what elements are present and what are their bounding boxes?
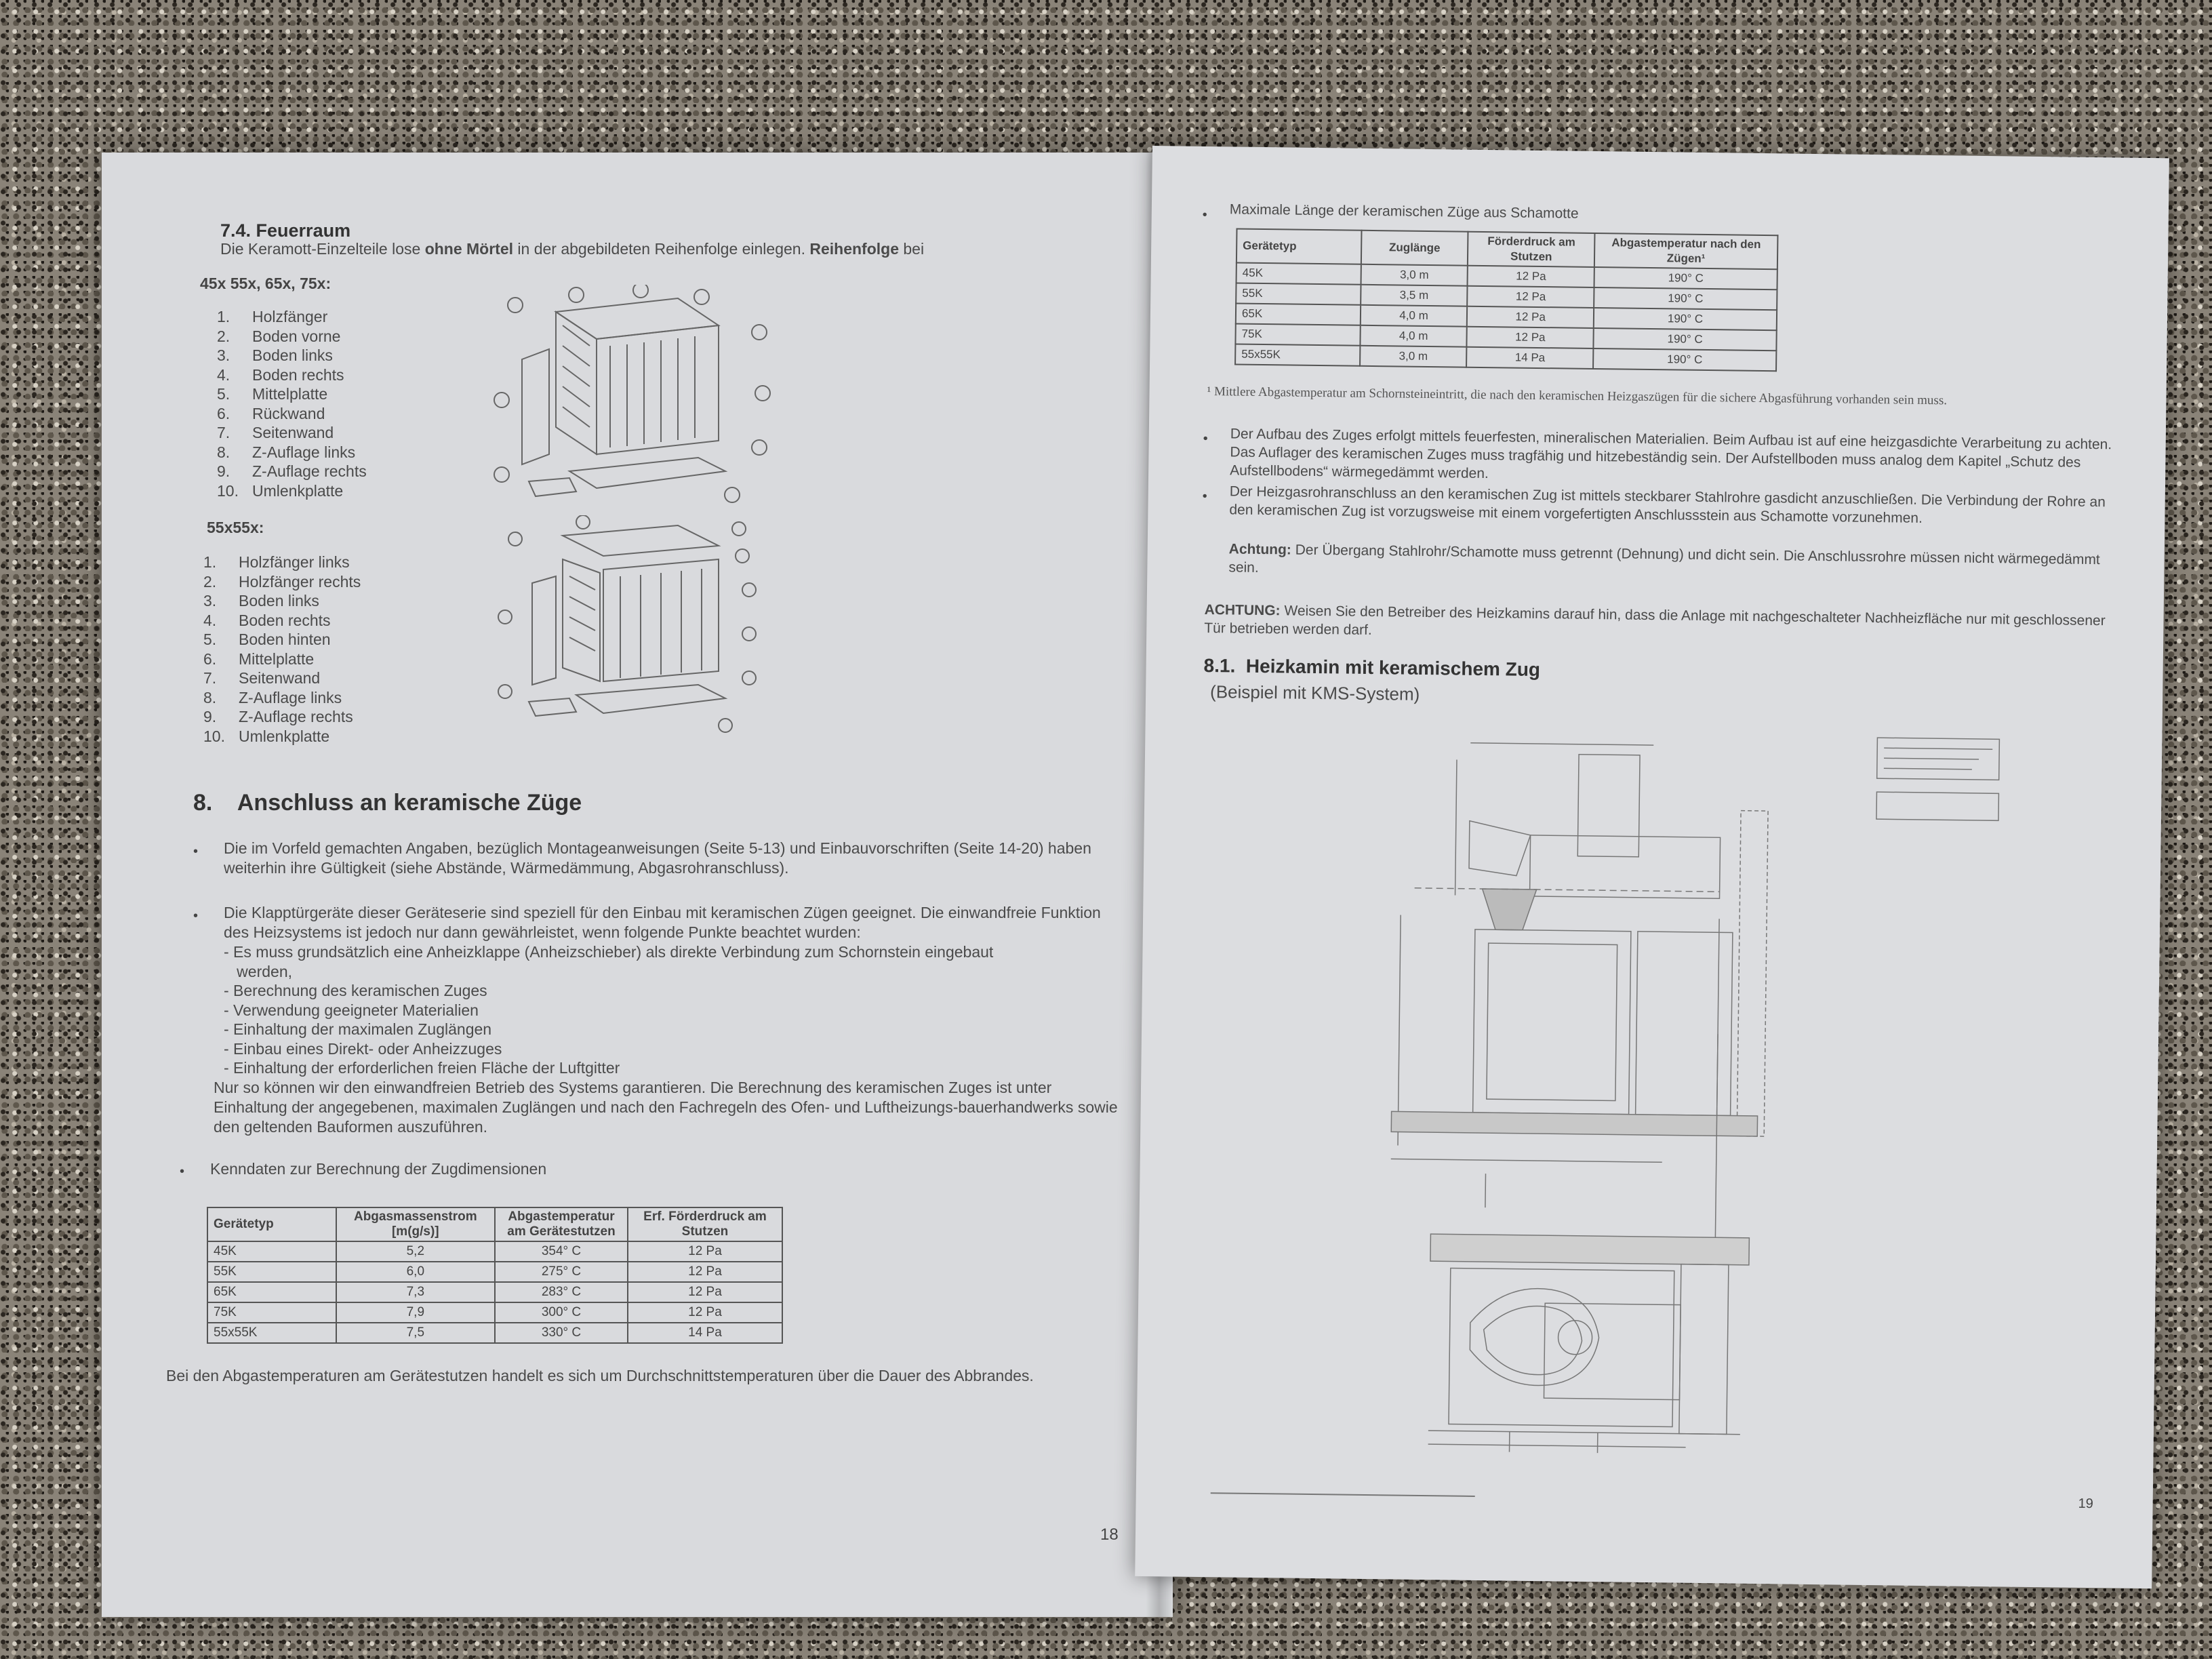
table-header-cell: Abgastemperatur am Gerätestutzen	[495, 1207, 628, 1241]
bullet-marker: •	[1202, 488, 1207, 504]
operator-warning	[1204, 601, 2127, 649]
group2-parts-list	[203, 553, 361, 746]
bullet-marker: •	[193, 908, 199, 923]
list-item: 8. Z-Auflage links	[203, 688, 342, 706]
list-item: 8. Z-Auflage links	[217, 443, 356, 461]
table-header-row	[207, 1207, 782, 1241]
list-item: 5. Boden hinten	[203, 631, 331, 648]
construction-bullet: Der Aufbau des Zuges erfolgt mittels feuerfesten, mineralischen Materialien. Beim Aufbau ist auf eine heizgasdichte Verarbeitung zu achten. Das Auflager des keramischen Zuges muss tragfähig und hitzebeständig sein. Der Aufstellboden muss analog dem Kapitel „Schutz des Aufstellbodens“ wärmegedämmt werden.	[1230, 426, 2112, 482]
section-8-bullet-2: Die Klapptürgeräte dieser Geräteserie sind speziell für den Einbau mit keramischen Zügen geeignet. Die einwandfreie Funktion des Heizsystems ist jedoch nur dann gewährleistet, wenn folgende Punkte beachtet wurden:	[224, 904, 1101, 941]
list-item: 2. Boden vorne	[217, 327, 341, 345]
table-row: 55x55K 3,0 m 14 Pa 190° C	[1235, 344, 1776, 372]
table-row: 75K 7,9 300° C 12 Pa	[207, 1302, 782, 1323]
section-8-1-title: 8.1. Heizkamin mit keramischem Zug	[1203, 654, 1541, 681]
max-length-table	[1234, 228, 1778, 372]
group2-title: 55x55x:	[207, 519, 264, 536]
list-item: 3. Boden links	[217, 346, 333, 364]
page-number-left: 18	[1100, 1525, 1119, 1544]
table-row: 55x55K 7,5 330° C 14 Pa	[207, 1323, 782, 1343]
group1-title: 45x 55x, 65x, 75x:	[200, 275, 331, 292]
table-footnote: ¹ Mittlere Abgastemperatur am Schornsteineintritt, die nach den keramischen Heizgaszügen für die sichere Abgasführung vorhanden sein muss.	[1207, 384, 1948, 408]
fireplace-technical-drawing	[1306, 724, 2080, 1479]
group1-parts-list	[217, 307, 367, 500]
table-row: 65K 4,0 m 12 Pa 190° C	[1236, 304, 1777, 331]
section-8-closing-paragraph: Nur so können wir den einwandfreien Betrieb des Systems garantieren. Die Berechnung des keramischen Zuges ist unter Einhaltung der angegebenen, maximalen Zuglängen und nach den Fachregeln des Ofen- und Luftheizungs-bauerhandwerks sowie den geltenden Bauformen auszuführen.	[214, 1079, 1118, 1136]
table-row: 55K 3,5 m 12 Pa 190° C	[1236, 283, 1777, 311]
section-8-bullet-1: Die im Vorfeld gemachten Angaben, bezüglich Montageanweisungen (Seite 5-13) und Einbauvorschriften (Seite 14-20) haben weiterhin ihre Gültigkeit (siehe Abstände, Wärmedämmung, Abgasrohranschluss).	[224, 839, 1091, 877]
list-item: - Es muss grundsätzlich eine Anheizklappe (Anheizschieber) als direkte Verbindung zum Schornstein eingebaut	[224, 943, 994, 961]
flue-gas-footnote: Bei den Abgastemperaturen am Gerätestutzen handelt es sich um Durchschnittstemperaturen über die Dauer des Abbrandes.	[166, 1367, 1034, 1384]
list-item: - Verwendung geeigneter Materialien	[224, 1001, 479, 1019]
list-item: 10. Umlenkplatte	[217, 481, 344, 500]
list-item: 9. Z-Auflage rechts	[217, 462, 367, 480]
right-page	[1135, 146, 2169, 1588]
page-number-right: 19	[2078, 1496, 2094, 1512]
left-page	[102, 153, 1173, 1617]
section-8-1-subtitle: (Beispiel mit KMS-System)	[1209, 681, 1420, 704]
intro-text-e: bei	[899, 240, 925, 258]
intro-text-bold-d: Reihenfolge	[809, 240, 899, 258]
flue-gas-data-table	[207, 1207, 783, 1344]
table-row: 65K 7,3 283° C 12 Pa	[207, 1282, 782, 1302]
list-item: - Einhaltung der erforderlichen freien Fläche der Luftgitter	[224, 1059, 620, 1077]
section-8-bullet-3: Kenndaten zur Berechnung der Zugdimensionen	[210, 1160, 547, 1178]
list-item: werden,	[224, 962, 292, 980]
achtung-note	[1228, 540, 2124, 587]
warning-text: Weisen Sie den Betreiber des Heizkamins darauf hin, dass die Anlage mit nachgeschalteter Nachheizfläche nur mit geschlossener Tür betrieben werden darf.	[1204, 603, 2106, 639]
list-item: 3. Boden links	[203, 592, 319, 609]
bullet-marker: •	[180, 1164, 185, 1179]
footer-rule	[1211, 1492, 1475, 1497]
list-item: - Einbau eines Direkt- oder Anheizzuges	[224, 1039, 502, 1058]
max-length-bullet: Maximale Länge der keramischen Züge aus Schamotte	[1229, 201, 1579, 222]
section-7-4-title: 7.4. Feuerraum	[220, 220, 351, 241]
table-header-cell: Zuglänge	[1361, 231, 1468, 266]
intro-text-bold-b: ohne Mörtel	[424, 240, 514, 258]
list-item: 7. Seitenwand	[203, 669, 321, 687]
list-item: 4. Boden rechts	[217, 365, 344, 384]
table-header-cell: Förderdruck am Stutzen	[1468, 232, 1594, 267]
connection-bullet: Der Heizgasrohranschluss an den keramischen Zug ist mittels steckbarer Stahlrohre gasdicht anzuschließen. Die Verbindung der Rohre an den keramischen Zug ist vorzugsweise mit einem vorgefertigten Anschlussstein aus Schamotte vorzunehmen.	[1229, 483, 2106, 526]
achtung-text: Der Übergang Stahlrohr/Schamotte muss getrennt (Dehnung) und dicht sein. Die Anschlussrohre müssen nicht wärmegedämmt sein.	[1228, 542, 2100, 576]
list-item: 6. Rückwand	[217, 404, 325, 422]
firebox-exploded-drawing-2	[481, 515, 793, 739]
list-item: 9. Z-Auflage rechts	[203, 708, 353, 725]
intro-text-a: Die Keramott-Einzelteile lose	[220, 240, 425, 258]
bullet-marker: •	[1203, 431, 1208, 447]
firebox-exploded-drawing-1	[475, 285, 800, 508]
table-row: 45K 5,2 354° C 12 Pa	[207, 1241, 782, 1262]
list-item: 1. Holzfänger links	[203, 553, 350, 571]
list-item: 4. Boden rechts	[203, 611, 331, 629]
table-header-cell: Gerätetyp	[207, 1207, 336, 1241]
list-item: 5. Mittelplatte	[217, 385, 328, 403]
table-row: 55K 6,0 275° C 12 Pa	[207, 1262, 782, 1282]
warning-label: ACHTUNG:	[1204, 601, 1281, 619]
intro-text-c: in der abgebildeten Reihenfolge einlegen.	[513, 240, 810, 258]
section-8-title: 8. Anschluss an keramische Züge	[193, 790, 582, 816]
table-header-cell: Abgasmassenstrom [m(g/s)]	[336, 1207, 495, 1241]
list-item: - Einhaltung der maximalen Zuglängen	[224, 1020, 492, 1038]
list-item: 7. Seitenwand	[217, 424, 334, 441]
table-row: 45K 3,0 m 12 Pa 190° C	[1236, 263, 1777, 290]
list-item: 1. Holzfänger	[217, 308, 328, 325]
list-item: 10. Umlenkplatte	[203, 727, 330, 745]
list-item: - Berechnung des keramischen Zuges	[224, 982, 487, 999]
bullet-marker: •	[1202, 207, 1207, 222]
section-7-4-intro	[220, 239, 924, 259]
bullet-marker: •	[193, 844, 199, 859]
list-item: 6. Mittelplatte	[203, 649, 315, 668]
list-item: 2. Holzfänger rechts	[203, 572, 361, 591]
table-header-cell: Gerätetyp	[1236, 229, 1361, 264]
table-header-cell: Erf. Förderdruck am Stutzen	[628, 1207, 782, 1241]
table-header-cell: Abgastemperatur nach den Zügen¹	[1594, 233, 1777, 269]
table-row: 75K 4,0 m 12 Pa 190° C	[1235, 324, 1776, 351]
achtung-label: Achtung:	[1228, 541, 1292, 558]
requirements-list	[224, 942, 993, 1078]
